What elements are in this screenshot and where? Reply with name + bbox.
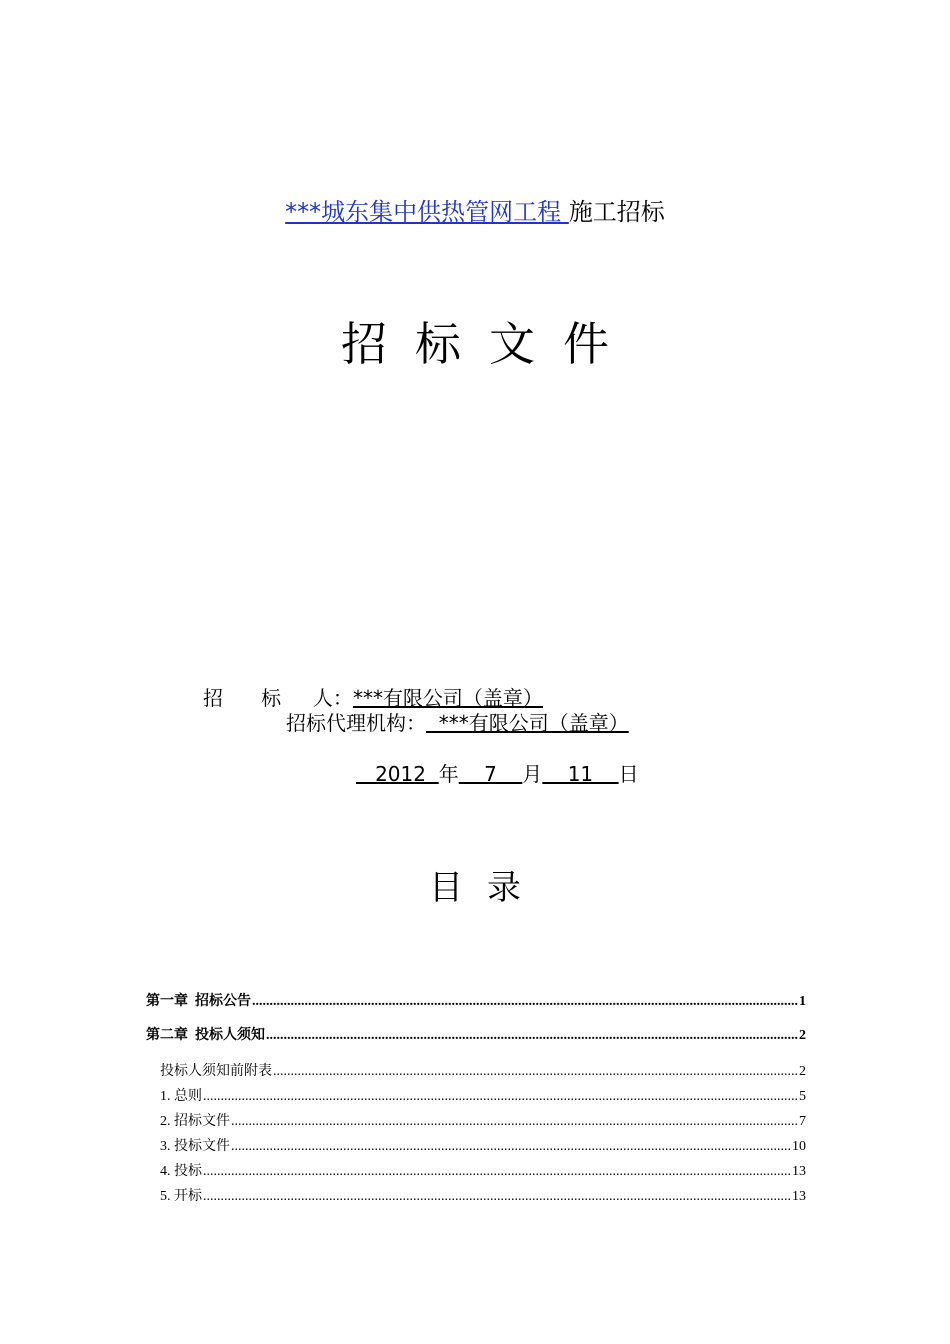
toc-entry-section[interactable] bbox=[146, 1085, 806, 1105]
toc-entry-chapter-1[interactable] bbox=[146, 990, 806, 1010]
toc-entry-label: 投标人须知前附表 bbox=[160, 1064, 272, 1079]
toc-entry-section[interactable] bbox=[146, 1135, 806, 1155]
date-day: 11 bbox=[542, 762, 619, 786]
toc-entry-label: 4. 投标 bbox=[160, 1164, 202, 1179]
table-of-contents bbox=[146, 990, 806, 1205]
toc-entry-section[interactable] bbox=[146, 1185, 806, 1205]
toc-entry-label: 2. 招标文件 bbox=[160, 1114, 230, 1129]
toc-entry-section[interactable] bbox=[146, 1060, 806, 1080]
date-year: 2012 bbox=[356, 762, 439, 786]
project-heading bbox=[0, 192, 950, 227]
toc-entry-label: 第二章 投标人须知 bbox=[146, 1028, 265, 1043]
toc-entry-page: 7 bbox=[799, 1114, 806, 1129]
toc-entry-label: 第一章 招标公告 bbox=[146, 994, 251, 1009]
document-title: 招标文件 bbox=[341, 317, 637, 371]
project-suffix: 施工招标 bbox=[568, 198, 665, 226]
toc-entry-page: 2 bbox=[799, 1064, 806, 1079]
tenderer-value: ***有限公司（盖章） bbox=[352, 686, 543, 710]
agent-line bbox=[286, 707, 629, 736]
toc-entry-page: 1 bbox=[799, 994, 806, 1009]
agent-label: 招标代理机构： bbox=[286, 711, 426, 735]
date-year-unit: 年 bbox=[438, 762, 459, 786]
date-line bbox=[356, 758, 639, 787]
toc-entry-page: 2 bbox=[799, 1028, 806, 1043]
toc-entry-section[interactable] bbox=[146, 1160, 806, 1180]
toc-entry-label: 1. 总则 bbox=[160, 1089, 202, 1104]
toc-entry-page: 13 bbox=[792, 1189, 806, 1204]
tenderer-label: 招 标 人： bbox=[203, 686, 353, 710]
date-month: 7 bbox=[458, 762, 523, 786]
toc-entry-page: 13 bbox=[792, 1164, 806, 1179]
toc-title: 目录 bbox=[429, 868, 545, 908]
agent-value: ***有限公司（盖章） bbox=[426, 711, 629, 735]
toc-entry-page: 10 bbox=[792, 1139, 806, 1154]
toc-entry-chapter-2[interactable] bbox=[146, 1024, 806, 1044]
project-name-link[interactable]: ***城东集中供热管网工程 bbox=[285, 198, 569, 226]
toc-entry-label: 3. 投标文件 bbox=[160, 1139, 230, 1154]
date-day-unit: 日 bbox=[618, 762, 639, 786]
toc-entry-section[interactable] bbox=[146, 1110, 806, 1130]
date-month-unit: 月 bbox=[522, 762, 543, 786]
toc-entry-label: 5. 开标 bbox=[160, 1189, 202, 1204]
toc-entry-page: 5 bbox=[799, 1089, 806, 1104]
